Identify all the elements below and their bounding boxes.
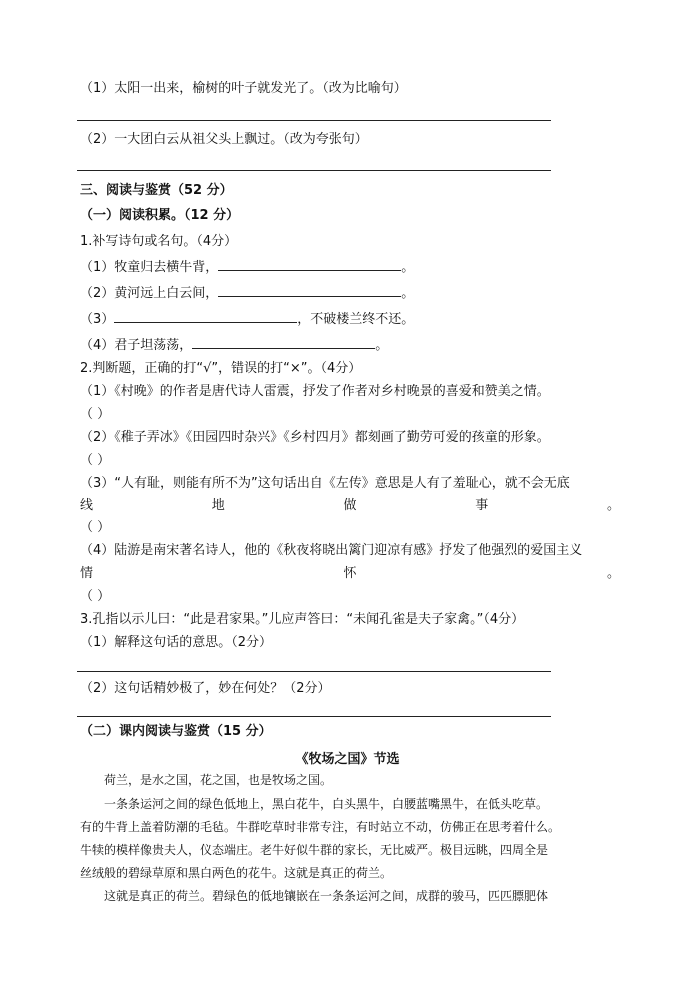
answer-line[interactable] <box>77 671 551 672</box>
answer-line[interactable] <box>77 170 551 171</box>
cont-char: 情 <box>80 566 94 581</box>
fill-blank[interactable] <box>192 336 375 349</box>
poem-end: 。 <box>375 338 389 353</box>
judgement-item: （2）《稚子弄冰》《田园四时杂兴》《乡村四月》都刻画了勤劳可爱的孩童的形象。 <box>80 430 550 445</box>
answer-line[interactable] <box>77 120 551 121</box>
judgement-item: （4）陆游是南宋著名诗人，他的《秋夜将晓出篱门迎凉有感》抒发了他强烈的爱国主义 <box>80 543 583 558</box>
cont-char: 。 <box>606 566 620 581</box>
question-metaphor: （1）太阳一出来，榆树的叶子就发光了。（改为比喻句） <box>80 81 407 96</box>
judgement-continuation <box>80 565 620 583</box>
cont-char: 事 <box>475 498 489 513</box>
passage-line: 一条条运河之间的绿色低地上，黑白花牛，白头黑牛，白腰蓝嘴黑牛，在低头吃草。 <box>104 797 549 811</box>
fill-blank[interactable] <box>218 284 401 297</box>
cont-char: 。 <box>606 498 620 513</box>
question-exaggeration: （2）一大团白云从祖父头上飘过。（改为夸张句） <box>80 132 368 147</box>
sub-question: （2）这句话精妙极了，妙在何处？（2分） <box>80 681 331 696</box>
passage-line: 牛犊的模样像贵夫人，仪态端庄。老牛好似牛群的家长，无比威严。极目远眺，四周全是 <box>80 843 549 857</box>
poem-end: 。 <box>401 260 415 275</box>
passage-title: 《牧场之国》节选 <box>295 752 400 767</box>
poem-item <box>80 284 414 303</box>
poem-item <box>80 310 414 329</box>
poem-end: ，不破楼兰终不还。 <box>297 312 415 327</box>
answer-paren[interactable]: （ ） <box>80 407 111 422</box>
question-title: 2.判断题，正确的打“√”，错误的打“×”。（4分） <box>80 361 362 376</box>
question-title: 3.孔指以示儿曰：“此是君家果。”儿应声答曰：“未闻孔雀是夫子家禽。”（4分） <box>80 612 525 627</box>
question-title: 1.补写诗句或名句。（4分） <box>80 234 238 249</box>
cont-char: 地 <box>211 498 225 513</box>
passage-paragraph: 荷兰，是水之国，花之国，也是牧场之国。 <box>104 773 333 787</box>
answer-paren[interactable]: （ ） <box>80 520 111 535</box>
judgement-continuation <box>80 497 620 515</box>
poem-item <box>80 258 414 277</box>
cont-char: 线 <box>80 498 94 513</box>
cont-char: 做 <box>343 498 357 513</box>
poem-item <box>80 336 388 355</box>
fill-blank[interactable] <box>114 310 297 323</box>
poem-text: （1）牧童归去横牛背， <box>80 260 219 275</box>
sub-question: （1）解释这句话的意思。（2分） <box>80 635 273 650</box>
cont-char: 怀 <box>343 566 357 581</box>
poem-end: 。 <box>401 286 415 301</box>
subsection-heading: （一）阅读积累。（12 分） <box>80 208 240 223</box>
answer-line[interactable] <box>77 716 551 717</box>
answer-paren[interactable]: （ ） <box>80 453 111 468</box>
passage-line: 丝绒般的碧绿草原和黑白两色的花牛。这就是真正的荷兰。 <box>80 866 393 880</box>
section-heading: 三、阅读与鉴赏（52 分） <box>80 183 233 198</box>
fill-blank[interactable] <box>218 258 401 271</box>
subsection-heading: （二）课内阅读与鉴赏（15 分） <box>80 724 272 739</box>
poem-text: （4）君子坦荡荡， <box>80 338 193 353</box>
poem-text: （2）黄河远上白云间， <box>80 286 219 301</box>
judgement-item: （3）“人有耻，则能有所不为”这句话出自《左传》意思是人有了羞耻心，就不会无底 <box>80 476 570 491</box>
passage-line: 有的牛背上盖着防潮的毛毡。牛群吃草时非常专注，有时站立不动，仿佛正在思考着什么。 <box>80 820 561 834</box>
answer-paren[interactable]: （ ） <box>80 589 111 604</box>
poem-text: （3） <box>80 312 115 327</box>
passage-paragraph: 这就是真正的荷兰。碧绿色的低地镶嵌在一条条运河之间，成群的骏马，匹匹膘肥体 <box>104 889 549 903</box>
judgement-item: （1）《村晚》的作者是唐代诗人雷震，抒发了作者对乡村晚景的喜爱和赞美之情。 <box>80 384 550 399</box>
